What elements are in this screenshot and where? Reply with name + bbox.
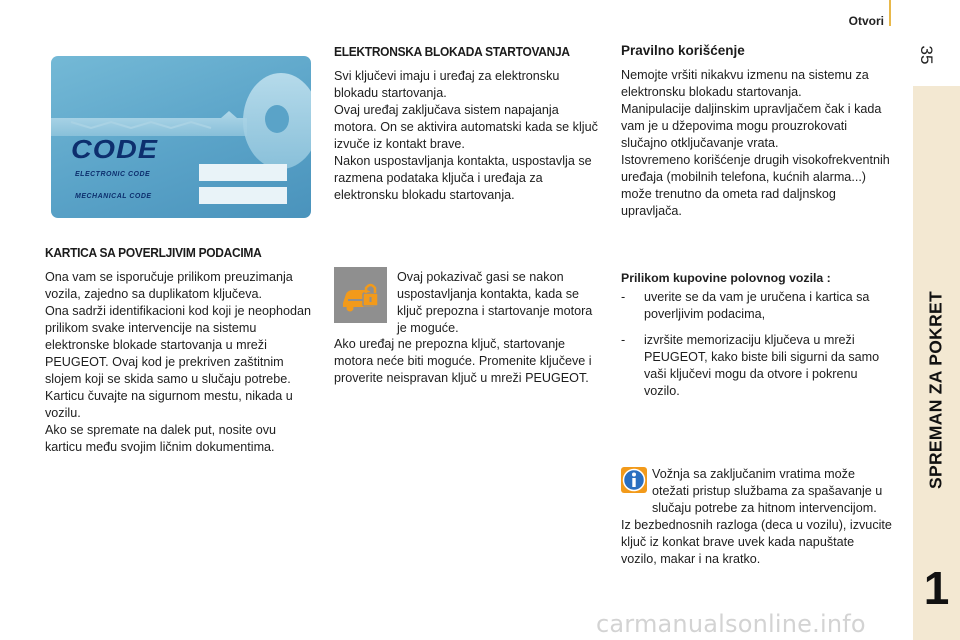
kupovina-section xyxy=(621,270,893,409)
mechanical-code-label: MECHANICAL CODE xyxy=(75,193,152,200)
electronic-code-label: ELECTRONIC CODE xyxy=(75,171,151,178)
warning-continuation: Ako uređaj ne prepozna ključ, startovanje motora neće biti moguće. Promenite ključeve i proverite neispravan ključ u mreži PEUGEOT. xyxy=(334,337,592,385)
blokada-paragraph: Nakon uspostavljanja kontakta, uspostavlja se razmena podataka ključa i uređaja za elektronsku blokadu startovanja. xyxy=(334,154,592,202)
kartica-heading: KARTICA SA POVERLJIVIM PODACIMA xyxy=(45,245,262,260)
kartica-body xyxy=(45,269,315,456)
chapter-number: 1 xyxy=(923,562,950,614)
pravilno-section xyxy=(621,43,896,220)
page-number-text: 35 xyxy=(917,45,936,65)
kartica-paragraph: Karticu čuvajte na sigurnom mestu, nikada u vozilu. xyxy=(45,389,293,420)
header-divider xyxy=(889,0,891,26)
pravilno-body xyxy=(621,67,896,220)
electronic-code-field xyxy=(199,164,287,181)
code-card-illustration xyxy=(51,56,311,218)
running-header-title: Otvori xyxy=(848,14,884,28)
car-lock-icon xyxy=(334,267,387,323)
list-item-text: izvršite memorizaciju ključeva u mreži PEUGEOT, kako biste bili sigurni da samo vaši ključevi mogu da otvore i pokrenu vozilo. xyxy=(644,333,880,398)
pravilno-paragraph: Istovremeno korišćenje drugih visokofrekventnih uređaja (mobilnih telefona, kućnih alarma...) može trenutno da ometa rad daljnskog upravljača. xyxy=(621,153,890,218)
blokada-paragraph: Ovaj uređaj zaključava sistem napajanja motora. On se aktivira automatski kada se ključ izvuče iz kontakt brave. xyxy=(334,103,598,151)
mechanical-code-field xyxy=(199,187,287,204)
info-continuation: Iz bezbednosnih razloga (deca u vozilu), izvucite ključ iz konkat brave uvek kada napuštate vozilo, makar i na kratko. xyxy=(621,518,892,566)
blokada-section xyxy=(334,44,602,204)
blokada-body xyxy=(334,68,602,204)
kartica-paragraph: Ona sadrži identifikacioni kod koji je neophodan prilikom svake intervencije na sistemu elektronske blokade startovanja u mreži PEUGEOT. Ovaj kod je prekriven zaštitnim slojem koji se skida samo u slučaju potrebe. xyxy=(45,304,312,386)
kartica-paragraph: Ako se spremate na dalek put, nosite ovu karticu među svojim ličnim dokumentima. xyxy=(45,423,277,454)
kartica-paragraph: Ona vam se isporučuje prilikom preuzimanja vozila, zajedno sa duplikatom ključeva. xyxy=(45,270,293,301)
page-number xyxy=(906,40,946,70)
chapter-title xyxy=(912,205,960,575)
warning-text: Ovaj pokazivač gasi se nakon uspostavljanja kontakta, kada se ključ prepozna i startovanje motora je moguće. xyxy=(397,270,593,335)
list-item-text: uverite se da vam je uručena i kartica sa poverljivim podacima, xyxy=(644,290,870,321)
blokada-heading: ELEKTRONSKA BLOKADA STARTOVANJA xyxy=(334,44,570,59)
info-text: Vožnja sa zaključanim vratima može otežati pristup službama za spašavanje u slučaju potrebe za hitnom intervencijom. xyxy=(652,467,883,515)
kupovina-list xyxy=(621,289,893,400)
watermark: carmanualsonline.info xyxy=(596,610,866,638)
chapter-title-text: SPREMAN ZA POKRET xyxy=(925,291,946,489)
code-logo: CODE xyxy=(71,134,159,164)
list-item: - izvršite memorizaciju ključeva u mreži PEUGEOT, kako biste bili sigurni da samo vaši ključevi mogu da otvore i pokrenu vozilo. xyxy=(621,333,880,398)
info-icon xyxy=(621,467,647,493)
pravilno-heading: Pravilno korišćenje xyxy=(621,43,745,58)
blokada-paragraph: Svi ključevi imaju i uređaj za elektronsku blokadu startovanja. xyxy=(334,69,560,100)
pravilno-paragraph: Manipulacije daljinskim upravljačem čak i kada vam je u džepovima mogu prouzrokovati slučajno otključavanje vrata. xyxy=(621,102,882,150)
pravilno-paragraph: Nemojte vršiti nikakvu izmenu na sistemu za elektronsku blokadu startovanja. xyxy=(621,68,869,99)
list-item: - uverite se da vam je uručena i kartica sa poverljivim podacima, xyxy=(621,290,870,321)
kupovina-heading: Prilikom kupovine polovnog vozila : xyxy=(621,271,831,285)
kartica-section xyxy=(45,245,315,456)
